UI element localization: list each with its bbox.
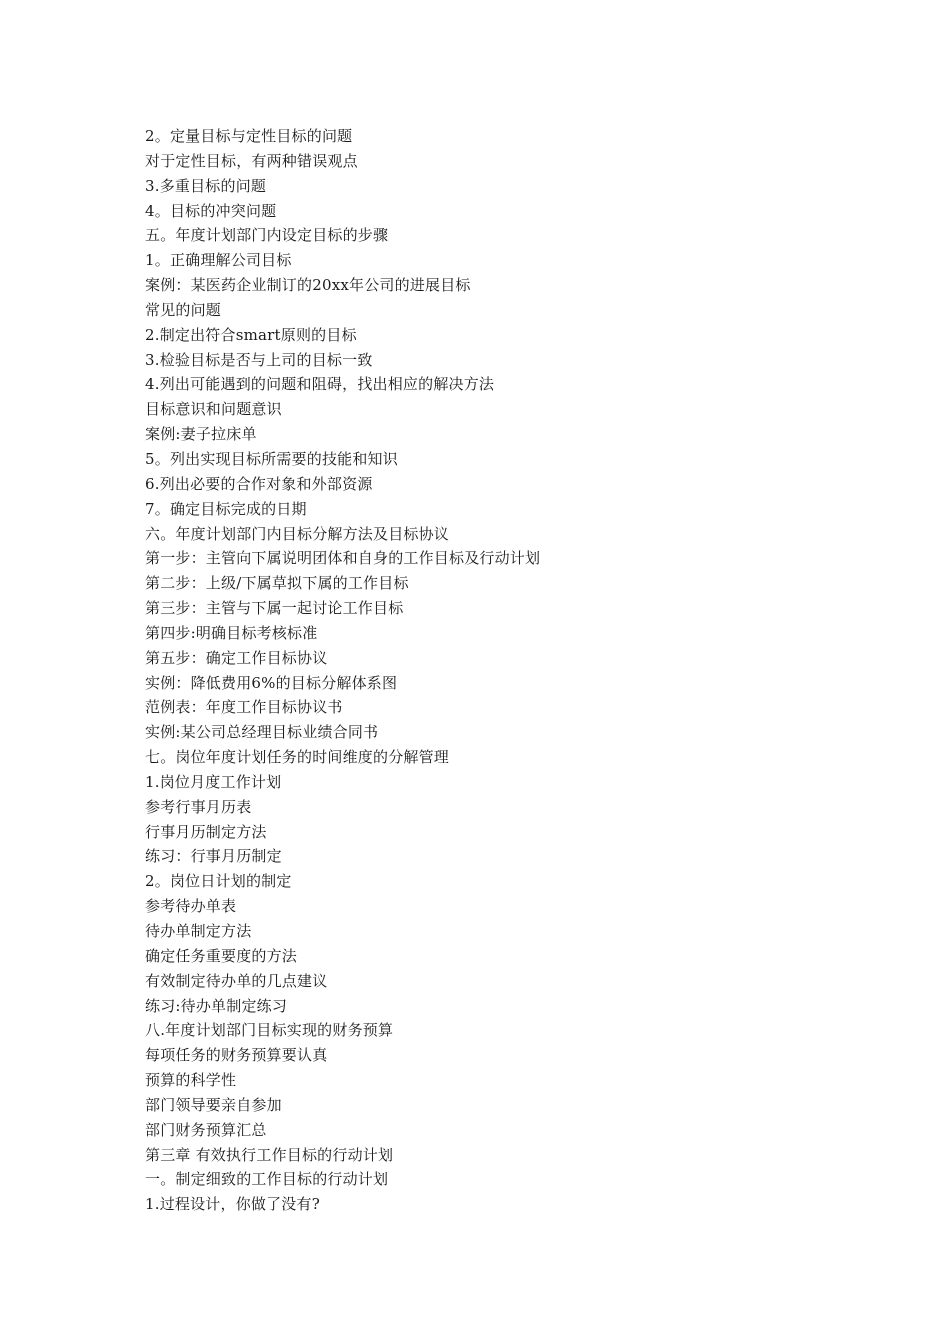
text-line: 2。岗位日计划的制定 — [145, 872, 292, 891]
text-line: 待办单制定方法 — [145, 922, 252, 940]
text-line: 3.检验目标是否与上司的目标一致 — [145, 350, 373, 369]
text-line: 参考待办单表 — [145, 897, 237, 916]
chapter-heading: 第三章 有效执行工作目标的行动计划 — [145, 1145, 394, 1164]
text-line: 案例:妻子拉床单 — [145, 425, 257, 444]
text-line: 3.多重目标的问题 — [145, 176, 267, 195]
text-line: 1.岗位月度工作计划 — [145, 772, 282, 791]
text-line: 1.过程设计，你做了没有? — [145, 1195, 320, 1214]
section-heading: 五。年度计划部门内设定目标的步骤 — [145, 226, 389, 245]
text-line: 确定任务重要度的方法 — [145, 946, 298, 965]
text-line: 第一步：主管向下属说明团体和自身的工作目标及行动计划 — [145, 549, 541, 568]
text-line: 实例:某公司总经理目标业绩合同书 — [145, 723, 379, 742]
text-line: 部门领导要亲自参加 — [145, 1095, 282, 1114]
text-line: 部门财务预算汇总 — [145, 1120, 267, 1139]
text-line: 第五步：确定工作目标协议 — [145, 648, 328, 667]
text-line: 参考行事月历表 — [145, 797, 252, 816]
text-line: 有效制定待办单的几点建议 — [145, 971, 328, 990]
text-line: 4。目标的冲突问题 — [145, 201, 277, 220]
document-body — [145, 124, 845, 1217]
text-line: 预算的科学性 — [145, 1071, 237, 1090]
text-line: 练习：行事月历制定 — [145, 847, 282, 866]
section-heading: 七。岗位年度计划任务的时间维度的分解管理 — [145, 748, 450, 767]
text-line: 第四步:明确目标考核标准 — [145, 623, 318, 642]
text-line: 常见的问题 — [145, 300, 222, 319]
section-heading: 一。制定细致的工作目标的行动计划 — [145, 1170, 389, 1189]
text-line: 4.列出可能遇到的问题和阻碍，找出相应的解决方法 — [145, 375, 495, 394]
text-line: 第二步：上级/下属草拟下属的工作目标 — [145, 574, 409, 593]
text-line: 第三步：主管与下属一起讨论工作目标 — [145, 599, 404, 618]
section-heading: 八.年度计划部门目标实现的财务预算 — [145, 1021, 394, 1040]
section-heading: 六。年度计划部门内目标分解方法及目标协议 — [145, 524, 450, 543]
text-line: 练习:待办单制定练习 — [145, 996, 288, 1015]
text-line: 2.制定出符合smart原则的目标 — [145, 325, 357, 344]
text-line: 1。正确理解公司目标 — [145, 251, 292, 270]
text-line: 7。确定目标完成的日期 — [145, 499, 307, 518]
text-line: 6.列出必要的合作对象和外部资源 — [145, 474, 373, 493]
text-line: 5。列出实现目标所需要的技能和知识 — [145, 449, 398, 468]
text-line: 每项任务的财务预算要认真 — [145, 1046, 328, 1065]
text-line: 实例：降低费用6%的目标分解体系图 — [145, 673, 398, 692]
text-line: 案例：某医药企业制订的20xx年公司的进展目标 — [145, 276, 471, 295]
text-line: 范例表：年度工作目标协议书 — [145, 698, 343, 717]
text-line: 对于定性目标，有两种错误观点 — [145, 151, 358, 170]
text-line: 2。定量目标与定性目标的问题 — [145, 127, 353, 145]
text-line: 行事月历制定方法 — [145, 822, 267, 841]
text-line: 目标意识和问题意识 — [145, 400, 282, 419]
